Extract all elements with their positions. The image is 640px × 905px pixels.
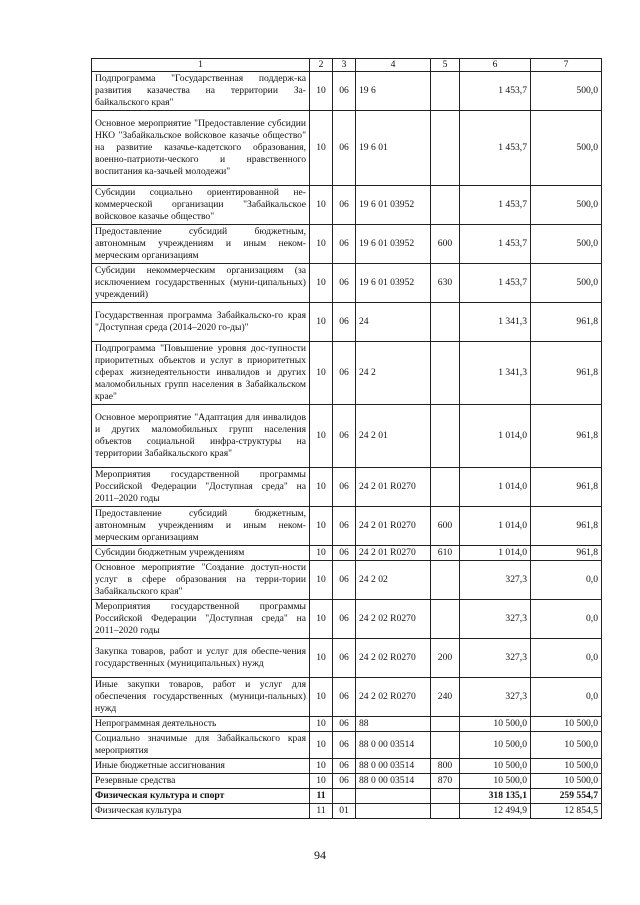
section-code: 10 (310, 264, 333, 303)
amount-col6: 1 453,7 (460, 186, 531, 225)
subsection-code: 06 (333, 303, 356, 342)
table-row (92, 186, 602, 225)
amount-col7: 0,0 (531, 639, 602, 678)
amount-col6: 1 014,0 (460, 468, 531, 507)
amount-col7: 10 500,0 (531, 774, 602, 789)
table-row-section-total (92, 789, 602, 804)
section-code: 10 (310, 186, 333, 225)
header-cell: 7 (531, 59, 602, 72)
item-name: Государственная программа Забайкальско-го края "Доступная среда (2014–2020 го-ды)" (92, 303, 310, 342)
section-code: 10 (310, 600, 333, 639)
amount-col6: 12 494,9 (460, 804, 531, 819)
subsection-code: 06 (333, 774, 356, 789)
target-article-code: 24 2 01 (356, 405, 431, 468)
amount-col7: 500,0 (531, 72, 602, 111)
table-row (92, 774, 602, 789)
expense-type-code (431, 717, 460, 732)
expense-type-code: 800 (431, 759, 460, 774)
amount-col6: 10 500,0 (460, 759, 531, 774)
amount-col7: 10 500,0 (531, 717, 602, 732)
item-name: Иные бюджетные ассигнования (92, 759, 310, 774)
item-name: Мероприятия государственной программы Российской Федерации "Доступная среда" на 2011–2020 годы (92, 468, 310, 507)
budget-table (91, 58, 602, 819)
amount-col7: 961,8 (531, 342, 602, 405)
item-name: Физическая культура (92, 804, 310, 819)
table-row (92, 546, 602, 561)
amount-col7: 961,8 (531, 405, 602, 468)
header-cell: 6 (460, 59, 531, 72)
expense-type-code (431, 468, 460, 507)
table-row (92, 732, 602, 759)
subsection-code: 06 (333, 72, 356, 111)
table-row (92, 72, 602, 111)
amount-col6: 318 135,1 (460, 789, 531, 804)
expense-type-code (431, 600, 460, 639)
expense-type-code: 600 (431, 507, 460, 546)
item-name: Субсидии социально ориентированной не-коммерческой организации "Забайкальское войсковое казачье общество" (92, 186, 310, 225)
amount-col7: 10 500,0 (531, 732, 602, 759)
table-row (92, 468, 602, 507)
target-article-code: 24 (356, 303, 431, 342)
subsection-code: 06 (333, 600, 356, 639)
subsection-code: 06 (333, 759, 356, 774)
item-name: Основное мероприятие "Предоставление субсидии НКО "Забайкальское войсковое казачье общество" на развитие казачье-кадетского образования, военно-патриоти-ческого и нравственного воспитания ка-зачьей молодежи" (92, 111, 310, 186)
expense-type-code: 610 (431, 546, 460, 561)
section-code: 10 (310, 759, 333, 774)
target-article-code: 19 6 01 03952 (356, 264, 431, 303)
table-row (92, 303, 602, 342)
subsection-code: 06 (333, 546, 356, 561)
section-code: 10 (310, 678, 333, 717)
amount-col7: 961,8 (531, 303, 602, 342)
subsection-code: 06 (333, 678, 356, 717)
section-code: 10 (310, 639, 333, 678)
amount-col6: 327,3 (460, 678, 531, 717)
amount-col6: 1 453,7 (460, 72, 531, 111)
section-code: 11 (310, 789, 333, 804)
item-name: Основное мероприятие "Создание доступ-ности услуг в сфере образования на терри-тории Забайкальского края" (92, 561, 310, 600)
amount-col7: 961,8 (531, 507, 602, 546)
expense-type-code (431, 561, 460, 600)
amount-col6: 10 500,0 (460, 732, 531, 759)
section-code: 10 (310, 717, 333, 732)
subsection-code: 06 (333, 264, 356, 303)
expense-type-code (431, 804, 460, 819)
expense-type-code: 200 (431, 639, 460, 678)
expense-type-code (431, 789, 460, 804)
table-row (92, 600, 602, 639)
subsection-code: 06 (333, 342, 356, 405)
amount-col7: 12 854,5 (531, 804, 602, 819)
item-name: Физическая культура и спорт (92, 789, 310, 804)
table-row (92, 804, 602, 819)
expense-type-code: 630 (431, 264, 460, 303)
subsection-code: 01 (333, 804, 356, 819)
table-header-row (92, 59, 602, 72)
target-article-code: 24 2 02 (356, 561, 431, 600)
subsection-code: 06 (333, 732, 356, 759)
section-code: 10 (310, 342, 333, 405)
item-name: Закупка товаров, работ и услуг для обеспе-чения государственных (муниципальных) нужд (92, 639, 310, 678)
table-row (92, 678, 602, 717)
header-cell: 3 (333, 59, 356, 72)
expense-type-code (431, 186, 460, 225)
section-code: 10 (310, 732, 333, 759)
expense-type-code: 240 (431, 678, 460, 717)
header-cell: 4 (356, 59, 431, 72)
amount-col6: 327,3 (460, 600, 531, 639)
subsection-code: 06 (333, 468, 356, 507)
section-code: 10 (310, 546, 333, 561)
amount-col6: 327,3 (460, 561, 531, 600)
target-article-code (356, 804, 431, 819)
amount-col6: 1 453,7 (460, 225, 531, 264)
item-name: Субсидии некоммерческим организациям (за исключением государственных (муни-ципальных) учреждений) (92, 264, 310, 303)
item-name: Основное мероприятие "Адаптация для инвалидов и других маломобильных групп населения объектов социальной инфра-структуры на территории Забайкальского края" (92, 405, 310, 468)
target-article-code (356, 789, 431, 804)
target-article-code: 88 0 00 03514 (356, 732, 431, 759)
expense-type-code: 870 (431, 774, 460, 789)
subsection-code: 06 (333, 225, 356, 264)
amount-col7: 0,0 (531, 600, 602, 639)
expense-type-code (431, 342, 460, 405)
item-name: Подпрограмма "Государственная поддерж-ка развития казачества на территории За-байкальского края" (92, 72, 310, 111)
expense-type-code (431, 405, 460, 468)
item-name: Непрограммная деятельность (92, 717, 310, 732)
amount-col6: 1 453,7 (460, 111, 531, 186)
amount-col7: 500,0 (531, 186, 602, 225)
table-row (92, 717, 602, 732)
target-article-code: 24 2 02 R0270 (356, 600, 431, 639)
subsection-code: 06 (333, 507, 356, 546)
amount-col6: 1 014,0 (460, 405, 531, 468)
table-row (92, 759, 602, 774)
amount-col6: 10 500,0 (460, 717, 531, 732)
header-cell: 2 (310, 59, 333, 72)
section-code: 10 (310, 303, 333, 342)
target-article-code: 88 (356, 717, 431, 732)
amount-col7: 500,0 (531, 111, 602, 186)
expense-type-code (431, 303, 460, 342)
table-row (92, 225, 602, 264)
section-code: 10 (310, 405, 333, 468)
table-row (92, 561, 602, 600)
amount-col7: 259 554,7 (531, 789, 602, 804)
section-code: 10 (310, 72, 333, 111)
amount-col7: 961,8 (531, 468, 602, 507)
target-article-code: 24 2 02 R0270 (356, 678, 431, 717)
amount-col7: 961,8 (531, 546, 602, 561)
amount-col6: 1 341,3 (460, 303, 531, 342)
item-name: Предоставление субсидий бюджетным, автономным учреждениям и иным неком-мерческим организациям (92, 225, 310, 264)
expense-type-code (431, 732, 460, 759)
table-row (92, 507, 602, 546)
item-name: Резервные средства (92, 774, 310, 789)
subsection-code: 06 (333, 405, 356, 468)
target-article-code: 88 0 00 03514 (356, 774, 431, 789)
item-name: Подпрограмма "Повышение уровня дос-тупности приоритетных объектов и услуг в приоритетных сферах жизнедеятельности инвалидов и других маломобильных групп населения в Забайкальском крае" (92, 342, 310, 405)
amount-col6: 1 453,7 (460, 264, 531, 303)
amount-col7: 10 500,0 (531, 759, 602, 774)
item-name: Социально значимые для Забайкальского края мероприятия (92, 732, 310, 759)
target-article-code: 24 2 01 R0270 (356, 507, 431, 546)
target-article-code: 24 2 01 R0270 (356, 546, 431, 561)
table-row (92, 342, 602, 405)
header-cell: 5 (431, 59, 460, 72)
section-code: 10 (310, 111, 333, 186)
amount-col6: 1 014,0 (460, 546, 531, 561)
section-code: 10 (310, 561, 333, 600)
subsection-code (333, 789, 356, 804)
amount-col7: 0,0 (531, 678, 602, 717)
item-name: Иные закупки товаров, работ и услуг для обеспечения государственных (муници-пальных) нужд (92, 678, 310, 717)
subsection-code: 06 (333, 111, 356, 186)
item-name: Мероприятия государственной программы Российской Федерации "Доступная среда" на 2011–2020 годы (92, 600, 310, 639)
subsection-code: 06 (333, 561, 356, 600)
table-row (92, 405, 602, 468)
amount-col7: 500,0 (531, 264, 602, 303)
amount-col6: 1 341,3 (460, 342, 531, 405)
target-article-code: 88 0 00 03514 (356, 759, 431, 774)
amount-col6: 1 014,0 (460, 507, 531, 546)
target-article-code: 19 6 01 (356, 111, 431, 186)
target-article-code: 24 2 01 R0270 (356, 468, 431, 507)
section-code: 10 (310, 468, 333, 507)
target-article-code: 19 6 01 03952 (356, 225, 431, 264)
subsection-code: 06 (333, 186, 356, 225)
item-name: Субсидии бюджетным учреждениям (92, 546, 310, 561)
page-number: 94 (314, 848, 326, 862)
item-name: Предоставление субсидий бюджетным, автономным учреждениям и иным неком-мерческим организациям (92, 507, 310, 546)
amount-col7: 0,0 (531, 561, 602, 600)
target-article-code: 24 2 (356, 342, 431, 405)
expense-type-code: 600 (431, 225, 460, 264)
subsection-code: 06 (333, 717, 356, 732)
section-code: 10 (310, 774, 333, 789)
amount-col6: 10 500,0 (460, 774, 531, 789)
section-code: 11 (310, 804, 333, 819)
target-article-code: 24 2 02 R0270 (356, 639, 431, 678)
section-code: 10 (310, 507, 333, 546)
table-row (92, 264, 602, 303)
amount-col7: 500,0 (531, 225, 602, 264)
section-code: 10 (310, 225, 333, 264)
table-row (92, 639, 602, 678)
expense-type-code (431, 111, 460, 186)
target-article-code: 19 6 01 03952 (356, 186, 431, 225)
expense-type-code (431, 72, 460, 111)
subsection-code: 06 (333, 639, 356, 678)
header-cell: 1 (92, 59, 310, 72)
target-article-code: 19 6 (356, 72, 431, 111)
amount-col6: 327,3 (460, 639, 531, 678)
table-row (92, 111, 602, 186)
